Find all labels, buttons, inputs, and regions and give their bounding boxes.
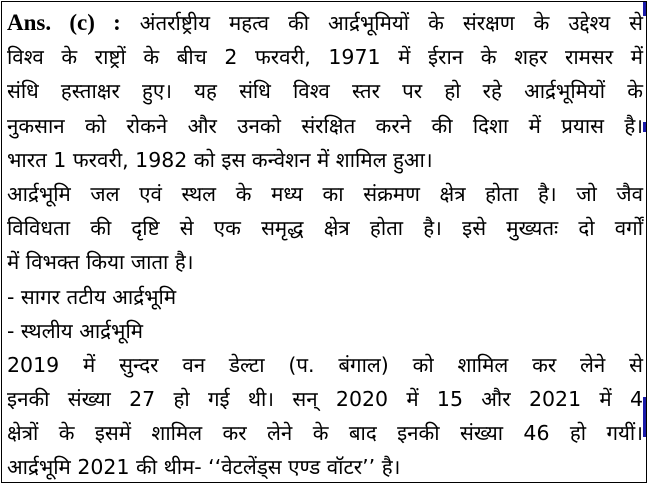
answer-line-7: विविधता की दृष्टि से एक समृद्ध क्षेत्र होता है। इसे मुख्यतः दो वर्गों	[7, 216, 643, 241]
answer-line-3: संधि हस्ताक्षर हुए। यह संधि विश्व स्तर पर हो रहे आर्द्रभूमियों के	[7, 79, 643, 104]
answer-line-8: में विभक्त किया जाता है।	[7, 250, 194, 275]
right-edge-mark	[643, 122, 646, 132]
answer-label: Ans. (c) :	[7, 10, 121, 35]
answer-line-1	[7, 6, 643, 40]
answer-line-4: नुकसान को रोकने और उनको संरक्षित करने की दिशा में प्रयास है।	[7, 113, 643, 138]
answer-line-12: इनकी संख्या 27 हो गई थी। सन् 2020 में 15 और 2021 में 4	[7, 387, 643, 412]
list-item-coastal: - सागर तटीय आर्द्रभूमि	[7, 284, 177, 309]
right-edge-mark	[643, 397, 646, 437]
answer-line-6: आर्द्रभूमि जल एवं स्थल के मध्य का संक्रमण क्षेत्र होता है। जो जैव	[7, 181, 643, 206]
list-item-inland: - स्थलीय आर्द्रभूमि	[7, 318, 144, 343]
right-edge-mark	[643, 2, 646, 16]
answer-line-11: 2019 में सुन्दर वन डेल्टा (प. बंगाल) को शामिल कर लेने से	[7, 352, 643, 377]
answer-line-2: विश्व के राष्ट्रों के बीच 2 फरवरी, 1971 में ईरान के शहर रामसर में	[7, 45, 643, 70]
answer-line-13: क्षेत्रों के इसमें शामिल कर लेने के बाद इनकी संख्या 46 हो गयीं।	[7, 421, 643, 446]
answer-line-5: भारत 1 फरवरी, 1982 को इस कन्वेशन में शामिल हुआ।	[7, 147, 433, 172]
answer-line-14: आर्द्रभूमि 2021 की थीम- ‘‘वेटलेंड्स एण्ड वॉटर’’ है।	[7, 455, 401, 480]
answer-content	[7, 6, 643, 483]
answer-box	[1, 1, 647, 483]
answer-text-1: अंतर्राष्ट्रीय महत्व की आर्द्रभूमियों के संरक्षण के उद्देश्य से	[139, 11, 643, 35]
